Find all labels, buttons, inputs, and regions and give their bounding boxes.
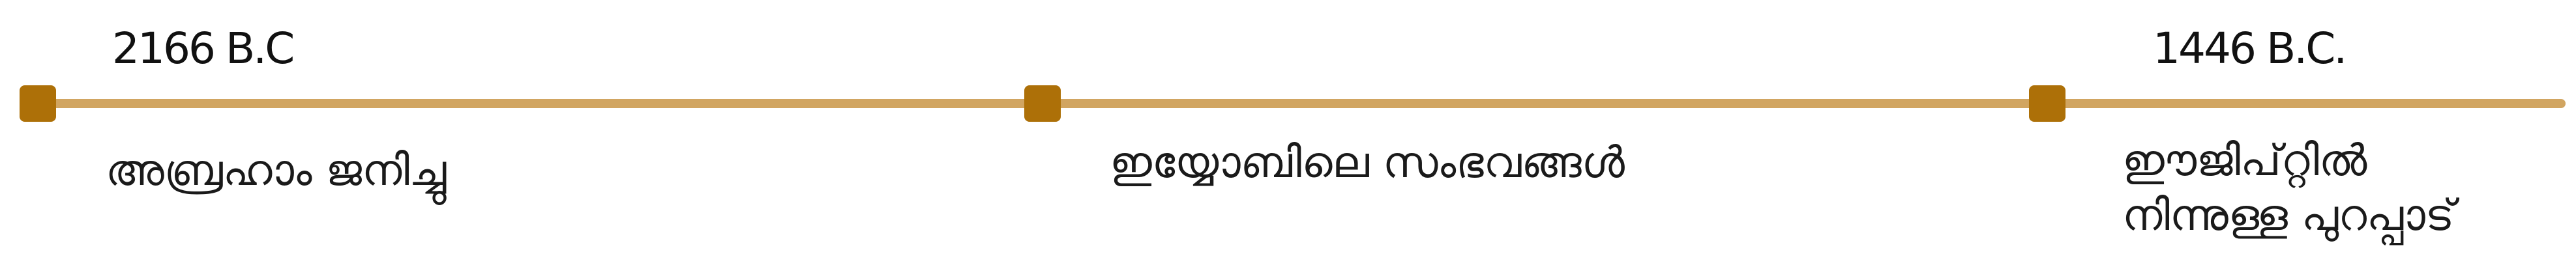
event-label-3-line-2: നിന്നുള്ള പുറപ്പാട് xyxy=(2122,190,2455,240)
event-label-2: ഇയ്യോബിലെ സംഭവങ്ങൾ xyxy=(1110,137,1625,188)
event-label-3 xyxy=(2122,133,2455,243)
event-date-1: 2166 B.C xyxy=(112,23,293,74)
event-date-3: 1446 B.C. xyxy=(2153,23,2346,74)
event-label-3-line-1: ഈജിപ്റ്റിൽ xyxy=(2122,135,2367,186)
event-label-1: അബ്രഹാം ജനിച്ചു xyxy=(106,145,447,195)
timeline-marker-3 xyxy=(2029,85,2065,122)
timeline-marker-2 xyxy=(1024,85,1061,122)
timeline-axis xyxy=(36,99,2566,108)
timeline-marker-1 xyxy=(20,85,56,122)
